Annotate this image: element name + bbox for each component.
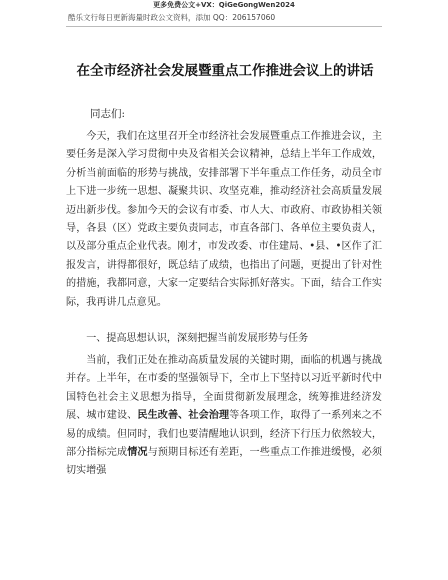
promo-line: 更多免费公文+VX：QiGeGongWen2024 (153, 1, 295, 9)
emphasis-text: 情况 (127, 447, 148, 459)
document-header (0, 0, 448, 24)
document-title: 在全市经济社会发展暨重点工作推进会议上的讲话 (76, 63, 374, 79)
salutation: 同志们: (90, 108, 126, 120)
section-heading (66, 330, 382, 348)
opening-paragraph (66, 128, 382, 312)
paragraph-part: 与预期目标还有差距，一些重点工作推进缓慢，必须切实增强 (66, 447, 383, 477)
emphasis-text: 民生改善、社会治理 (137, 410, 230, 422)
header-divider (66, 26, 382, 27)
section-heading-text: 一、提高思想认识，深刻把握当前发展形势与任务 (86, 333, 309, 344)
paragraph-part: 等各项工作，取得了一系列来之不易的成绩。但同时，我们也要清醒地认识到，经济下行压力依然较大，部分指标完成 (66, 410, 383, 459)
body-paragraph (66, 352, 382, 481)
paragraph-part: 当前，我们正处在推动高质量发展的关键时期，面临的机遇与挑战并存。上半年，在市委的坚强领导下，全市上下坚持以习近平新时代中国特色社会主义思想为指导，全面贯彻新发展理念，统筹推进经济发展、城市建设、 (66, 355, 382, 422)
source-line: 酷乐文行每日更新海量时政公文资料，添加 QQ：206157060 (68, 13, 276, 22)
paragraph-text (66, 352, 382, 481)
paragraph-text: 今天，我们在这里召开全市经济社会发展暨重点工作推进会议，主要任务是深入学习贯彻中央及省相关会议精神，总结上半年工作成效，分析当前面临的形势与挑战，安排部署下半年重点工作任务，动员全市上下进一步统一思想、凝聚共识、攻坚克难，推动经济社会高质量发展迈出新步伐。参加今天的会议有市委、市人大、市政府、市政协相关领导，各县（区）党政主要负责同志，市直各部门、各单位主要负责人，以及部分重点企业代表。刚才，市发改委、市住建局、•县、•区作了汇报发言，讲得都很好，既总结了成绩，也指出了问题，更提出了针对性的措施，我都同意，大家一定要结合实际抓好落实。下面，结合工作实际，我再讲几点意见。 (66, 131, 382, 308)
